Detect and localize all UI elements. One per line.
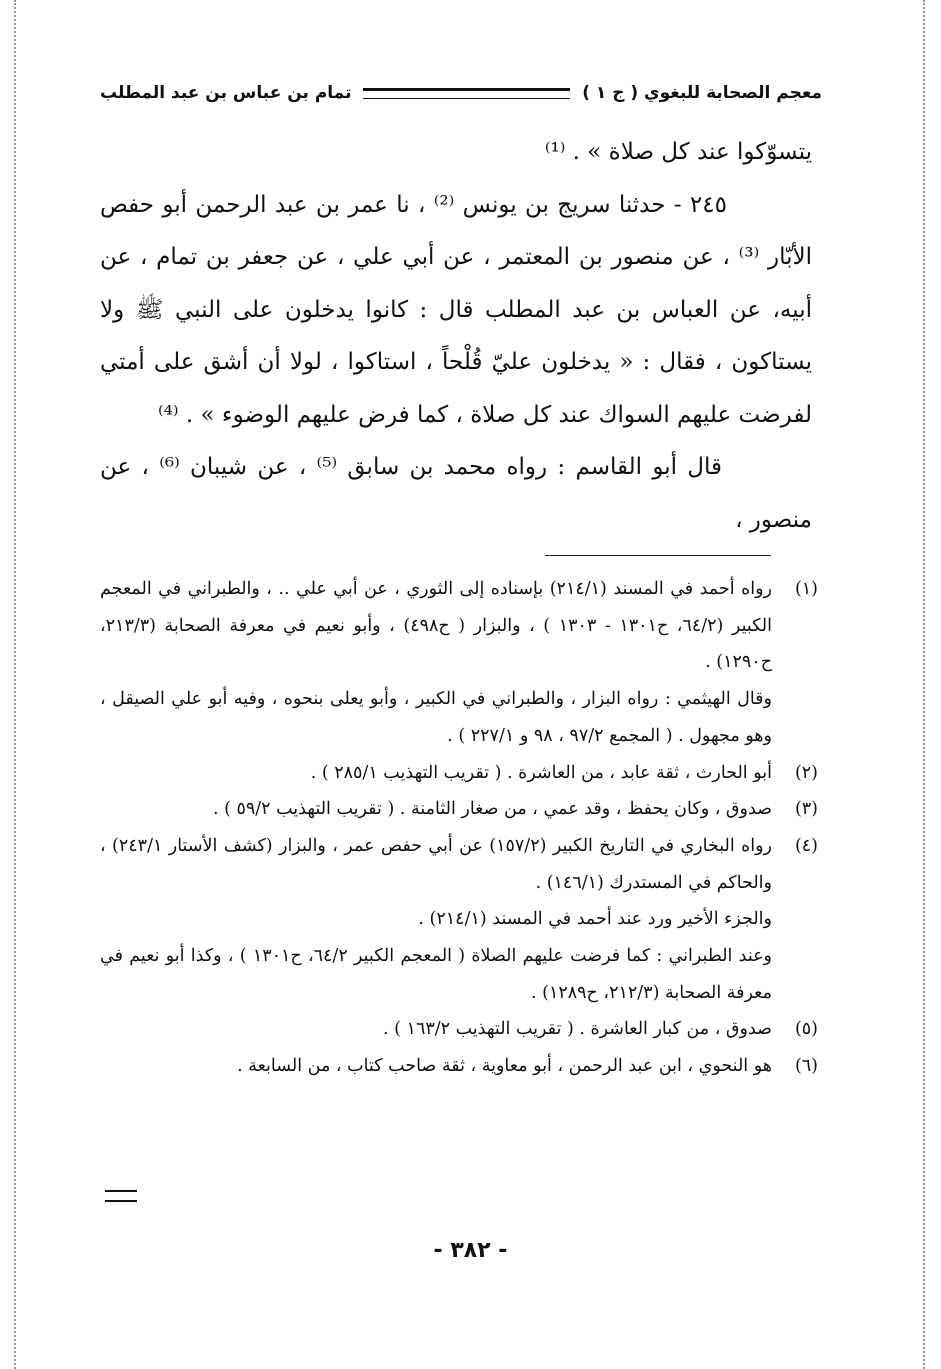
page-number: - ٣٨٢ - — [433, 1238, 508, 1263]
footnote-continuation: وعند الطبراني : كما فرضت عليهم الصلاة ( المعجم الكبير ٦٤/٢، ح١٣٠١ ) ، وكذا أبو نعيم في معرفة الصحابة (٢١٢/٣، ح١٢٨٩) . — [100, 946, 772, 1003]
footnote-number: (١) — [794, 579, 818, 599]
footnote-continuation: والجزء الأخير ورد عند أحمد في المسند (٢١٤/١) . — [418, 909, 772, 930]
footnote-text: هو النحوي ، ابن عبد الرحمن ، أبو معاوية ، ثقة صاحب كتاب ، من السابعة . — [237, 1056, 772, 1077]
scan-edge-left — [14, 0, 18, 1369]
footnote-2 — [100, 755, 818, 792]
footnote-number: (٥) — [794, 1019, 818, 1040]
commentary-line: قال أبو القاسم : رواه محمد بن سابق ⁽⁵⁾ ، عن شيبان ⁽⁶⁾ ، عن منصور ، — [100, 454, 812, 533]
continuation-mark — [105, 1190, 137, 1202]
footnote-continuation: وقال الهيثمي : رواه البزار ، والطبراني في الكبير ، وأبو يعلى بنحوه ، وفيه أبو علي الصيقل ، وهو مجهول . ( المجمع ٩٧/٢ ، ٩٨ و ٢٢٧/١ ) . — [100, 689, 772, 746]
chapter-title: تمام بن عباس بن عبد المطلب — [100, 83, 352, 103]
header-rule — [363, 88, 570, 99]
book-title: معجم الصحابة للبغوي ( ج ١ ) — [582, 83, 822, 103]
footnote-text: رواه أحمد في المسند (٢١٤/١) بإسناده إلى الثوري ، عن أبي علي .. ، والطبراني في المعجم الكبير (٦٤/٢، ح١٣٠١ - ١٣٠٣ ) ، والبزار ( ح٤٩٨) ، وأبو نعيم في معرفة الصحابة (٢١٣/٣، ح١٢٩٠) . — [100, 579, 773, 673]
opening-line: يتسوّكوا عند كل صلاة » . ⁽¹⁾ — [544, 139, 812, 165]
footnotes — [100, 571, 818, 1085]
footnote-text: صدوق ، من كبار العاشرة . ( تقريب التهذيب ١٦٣/٢ ) . — [383, 1019, 772, 1040]
footnote-4 — [100, 828, 818, 1012]
footnote-5 — [100, 1011, 818, 1048]
footnote-number: (٣) — [794, 799, 818, 820]
footnote-6 — [100, 1048, 818, 1085]
footnote-1 — [100, 571, 818, 755]
scan-edge-right — [923, 0, 927, 1369]
running-header — [100, 78, 822, 108]
footnote-text: أبو الحارث ، ثقة عابد ، من العاشرة . ( تقريب التهذيب ٢٨٥/١ ) . — [310, 762, 772, 783]
footnote-separator — [545, 555, 771, 556]
footnote-number: (٢) — [794, 762, 818, 783]
footnote-text: رواه البخاري في التاريخ الكبير (١٥٧/٢) عن أبي حفص عمر ، والبزار (كشف الأستار ٢٤٣/١) ، والحاكم في المستدرك (١٤٦/١) . — [100, 835, 773, 893]
hadith-245: ٢٤٥ - حدثنا سريج بن يونس ⁽²⁾ ، نا عمر بن عبد الرحمن أبو حفص الأبّار ⁽³⁾ ، عن منصور بن المعتمر ، عن أبي علي ، عن جعفر بن تمام ، عن أبيه، عن العباس بن عبد المطلب قال : كانوا يدخلون على النبي ﷺ ولا يستاكون ، فقال : « يدخلون عليّ قُلْحاً ، استاكوا ، لولا أن أشق على أمتي لفرضت عليهم السواك عند كل صلاة ، كما فرض عليهم الوضوء » . ⁽⁴⁾ — [100, 191, 813, 428]
footnote-number: (٦) — [794, 1056, 818, 1077]
main-text — [100, 126, 812, 546]
footnote-number: (٤) — [794, 835, 818, 856]
footnote-text: صدوق ، وكان يحفظ ، وقد عمي ، من صغار الثامنة . ( تقريب التهذيب ٥٩/٢ ) . — [212, 799, 772, 820]
footnote-3 — [100, 791, 818, 828]
